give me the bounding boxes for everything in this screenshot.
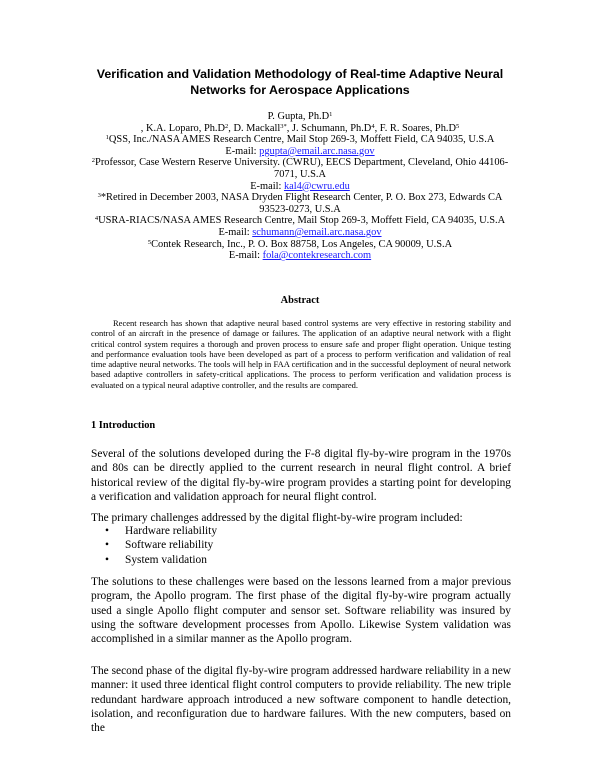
paper-title [90, 66, 510, 98]
affiliation-1 [70, 134, 530, 146]
email-link-loparo[interactable]: kal4@cwru.edu [283, 180, 350, 192]
author-block [70, 111, 530, 262]
title-line-1: Verification and Validation Methodology of Real-time Adaptive Neural [96, 67, 504, 81]
abstract-text: Recent research has shown that adaptive neural based control systems are very effective in restoring stability and control of an aircraft in the presence of damage or failures. The application of an adaptive neural network with a flight critical control system requires a thorough and proven process to ensure safe and proper flight operation. Unique testing and performance evaluation tools have been developed as part of a process to perform verification and validation of real time adaptive neural networks. The tools will help in FAA certification and in the successful deployment of neural network based adaptive controllers in safety-critical applications. The process to perform verification and validation process is evaluated on a typical neural adaptive controller, and the results are compared. [91, 318, 511, 390]
affiliation-sup: 2 [91, 157, 96, 165]
author-sup: 3* [280, 122, 287, 130]
abstract-heading: Abstract [280, 295, 320, 306]
email-label: E-mail: [225, 145, 260, 157]
affiliation-text: Contek Research, Inc., P. O. Box 88758, Los Angeles, CA 90009, U.S.A [151, 238, 453, 250]
bullet-icon: • [105, 539, 109, 552]
intro-paragraph-2: The primary challenges addressed by the digital flight-by-wire program included: [91, 512, 463, 524]
author-soares: , F. R. Soares, Ph.D [374, 122, 456, 134]
email-line-2 [70, 181, 530, 193]
affiliation-2-cont: 7071, U.S.A [274, 168, 326, 180]
author-list [70, 111, 530, 123]
intro-paragraph-1: Several of the solutions developed during the F-8 digital fly-by-wire program in the 1970s and 80s can be directly applied to the current research in neural flight control. A brief historical review of the digital fly-by-wire program provides a starting point for developing a verification and validation approach for neural flight control. [91, 448, 511, 503]
affiliation-3-cont: 93523-0273, U.S.A [259, 203, 341, 215]
affiliation-text: QSS, Inc./NASA AMES Research Centre, Mail Stop 269-3, Moffett Field, CA 94035, U.S.A [108, 134, 495, 146]
email-link-soares[interactable]: fola@contekresearch.com [262, 250, 372, 262]
email-line-1 [70, 146, 530, 158]
intro-paragraph-4: The second phase of the digital fly-by-wire program addressed hardware reliability in a new manner: it used three identical flight control computers to provide reliability. The new triple redundant hardware approach introduced a new software component to handle detection, isolation, and reconfiguration due to hardware failures. With the new computers, based on the [91, 665, 511, 735]
author-sup: 4 [371, 122, 375, 130]
bullet-icon: • [105, 553, 109, 566]
affiliation-sup: 3 [97, 192, 101, 200]
affiliation-5 [70, 239, 530, 251]
email-line-5 [70, 250, 530, 262]
affiliation-text: *Retired in December 2003, NASA Dryden Flight Research Center, P. O. Box 273, Edwards CA [100, 192, 503, 204]
intro-paragraph-3: The solutions to these challenges were based on the lessons learned from a major previous program, the Apollo program. The first phase of the digital fly-by-wire program actually used a single Apollo flight computer and sensor set. Software reliability was insured by using the software development processes from Apollo. Likewise System validation was accomplished in a similar manner as the Apollo program. [91, 576, 511, 646]
author-sup: 1 [329, 111, 333, 118]
email-label: E-mail: [218, 226, 253, 238]
title-line-2: Networks for Aerospace Applications [190, 83, 410, 97]
author-schumann: , J. Schumann, Ph.D [286, 122, 372, 134]
email-label: E-mail: [228, 250, 263, 262]
author-gupta: P. Gupta, Ph.D [267, 111, 330, 122]
author-mackall: , D. Mackall [228, 122, 281, 134]
affiliation-sup: 5 [147, 238, 152, 246]
list-item-text: Hardware reliability [125, 525, 218, 537]
affiliation-sup: 1 [105, 134, 109, 142]
author-sup: 5 [456, 122, 460, 130]
list-item [91, 538, 511, 552]
list-item-text: System validation [125, 553, 207, 566]
list-item-text: Software reliability [125, 539, 214, 552]
section-heading-introduction: 1 Introduction [91, 420, 156, 431]
affiliation-3 [70, 192, 530, 204]
affiliation-text: Professor, Case Western Reserve University. (CWRU), EECS Department, Cleveland, Ohio 44106- [95, 157, 509, 169]
bullet-icon: • [105, 525, 109, 537]
email-link-gupta[interactable]: pgupta@email.arc.nasa.gov [259, 145, 375, 157]
email-link-schumann[interactable]: schumann@email.arc.nasa.gov [252, 226, 382, 238]
affiliation-text: USRA-RIACS/NASA AMES Research Centre, Mail Stop 269-3, Moffett Field, CA 94035, U.S.A [98, 215, 506, 227]
author-loparo: , K.A. Loparo, Ph.D [140, 122, 226, 134]
email-label: E-mail: [250, 180, 284, 192]
email-line-4 [70, 227, 530, 239]
challenges-list [91, 524, 511, 567]
affiliation-2 [70, 157, 530, 169]
list-item [91, 553, 511, 567]
affiliation-4 [70, 215, 530, 227]
affiliation-sup: 4 [94, 215, 99, 223]
author-sup: 2 [225, 122, 229, 130]
list-item [91, 524, 511, 538]
